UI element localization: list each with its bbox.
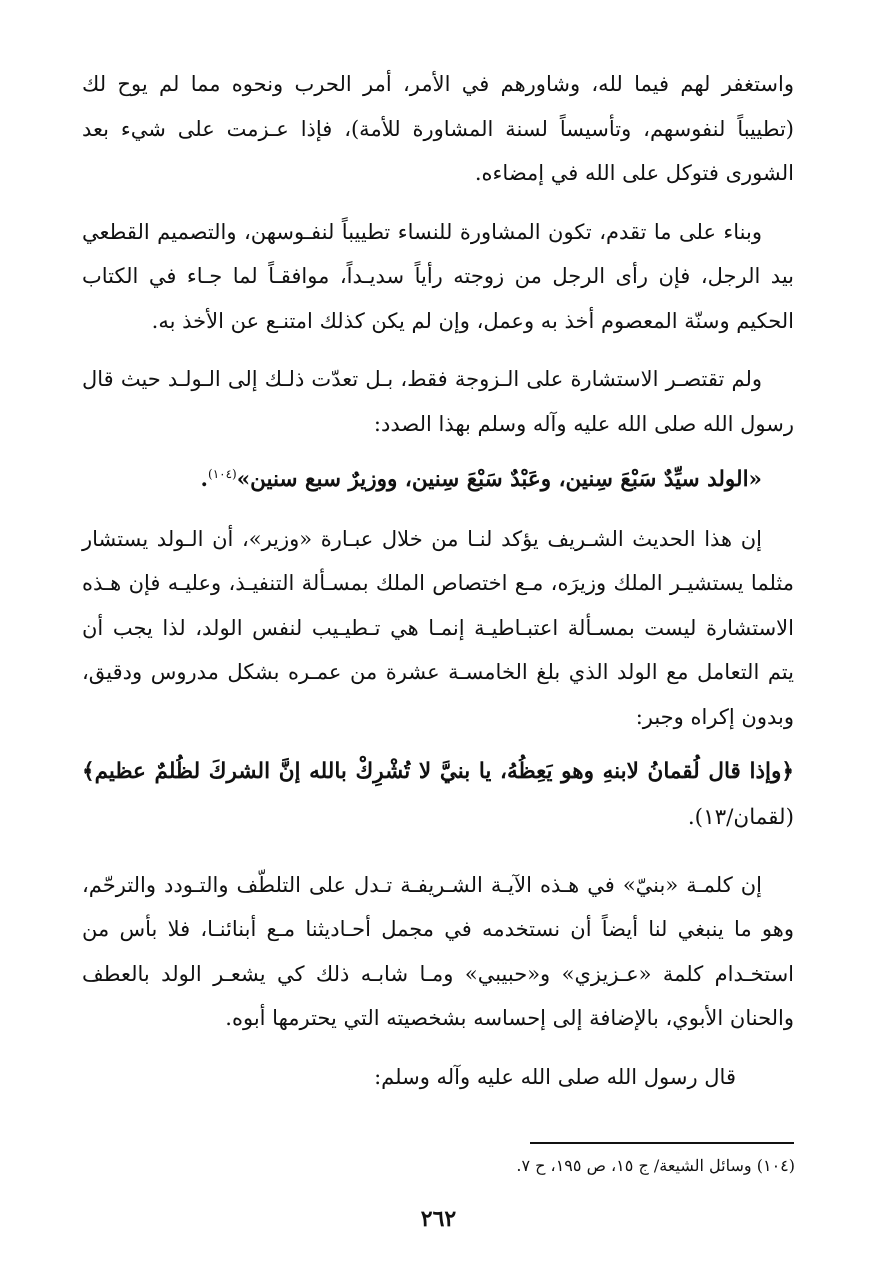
footnote: (١٠٤) وسائل الشيعة/ ج ١٥، ص ١٩٥، ح ٧. [516, 1156, 795, 1175]
paragraph-6: قال رسول الله صلى الله عليه وآله وسلم: [374, 1064, 736, 1089]
hadith-quote [82, 458, 794, 503]
quran-verse [82, 749, 794, 841]
page-body [82, 62, 794, 1099]
paragraph-4: إن هذا الحديث الشـريف يؤكد لنـا من خلال عبـارة «وزير»، أن الـولد يستشار مثلما يستشيـر الملك وزيرَه، مـع اختصاص الملك بمسـألة التنفيـذ، وعليـه فإن هـذه الاستشارة ليست بمسـألة اعتبـاطيـة إنمـا هي تـطيـيب لنفس الولد، لذا يجب أن يتم التعامل مع الولد الذي بلغ الخامسـة عشرة من عمـره بشكل مدروس ودقيق، وبدون إكراه وجبر: [82, 526, 794, 729]
footnote-divider [530, 1142, 794, 1144]
footnote-marker: (١٠٤) [208, 466, 237, 481]
paragraph-1: واستغفر لهم فيما لله، وشاورهم في الأمر، أمر الحرب ونحوه مما لم يوح لك (تطييباً لنفوسهم، وتأسيساً لسنة المشاورة للأمة)، فإذا عـزمت على شيء بعد الشورى فتوكل على الله في إمضاءه. [82, 72, 794, 185]
page-number: ٢٦٢ [420, 1206, 457, 1232]
verse-text: ﴿وإذا قال لُقمانُ لابنهِ وهو يَعِظُهُ، يا بنيَّ لا تُشْرِكْ بالله إنَّ الشركَ لظُلمٌ عظيم﴾ [82, 759, 794, 784]
paragraph-2: وبناء على ما تقدم، تكون المشاورة للنساء تطييباً لنفـوسهن، والتصميم القطعي بيد الرجل، فإن رأى الرجل من زوجته رأياً سديـداً، موافقـاً لما جـاء في الكتاب الحكيم وسنّة المعصوم أخذ به وعمل، وإن لم يكن كذلك امتنـع عن الأخذ به. [82, 219, 794, 333]
paragraph-5: إن كلمـة «بنيّ» في هـذه الآيـة الشـريفـة تـدل على التلطّف والتـودد والترحّم، وهو ما ينبغي لنا أيضاً أن نستخدمه في مجمل أحـاديثنا مـع أبنائنـا، فلا بأس من استخـدام كلمة «عـزيزي» و«حبيبي» ومـا شابـه ذلك كي يشعـر الولد بالعطف والحنان الأبوي، بالإضافة إلى إحساسه بشخصيته التي يحترمها أبوه. [82, 872, 794, 1030]
hadith-text: «الولد سيِّدٌ سَبْعَ سِنين، وعَبْدٌ سَبْعَ سِنين، ووزيرٌ سبع سنين» [236, 467, 762, 492]
paragraph-3: ولم تقتصـر الاستشارة على الـزوجة فقط، بـل تعدّت ذلـك إلى الـولـد حيث قال رسول الله صلى الله عليه وآله وسلم بهذا الصدد: [82, 367, 794, 436]
verse-reference: (لقمان/١٣). [687, 805, 794, 830]
hadith-end: . [200, 467, 209, 492]
